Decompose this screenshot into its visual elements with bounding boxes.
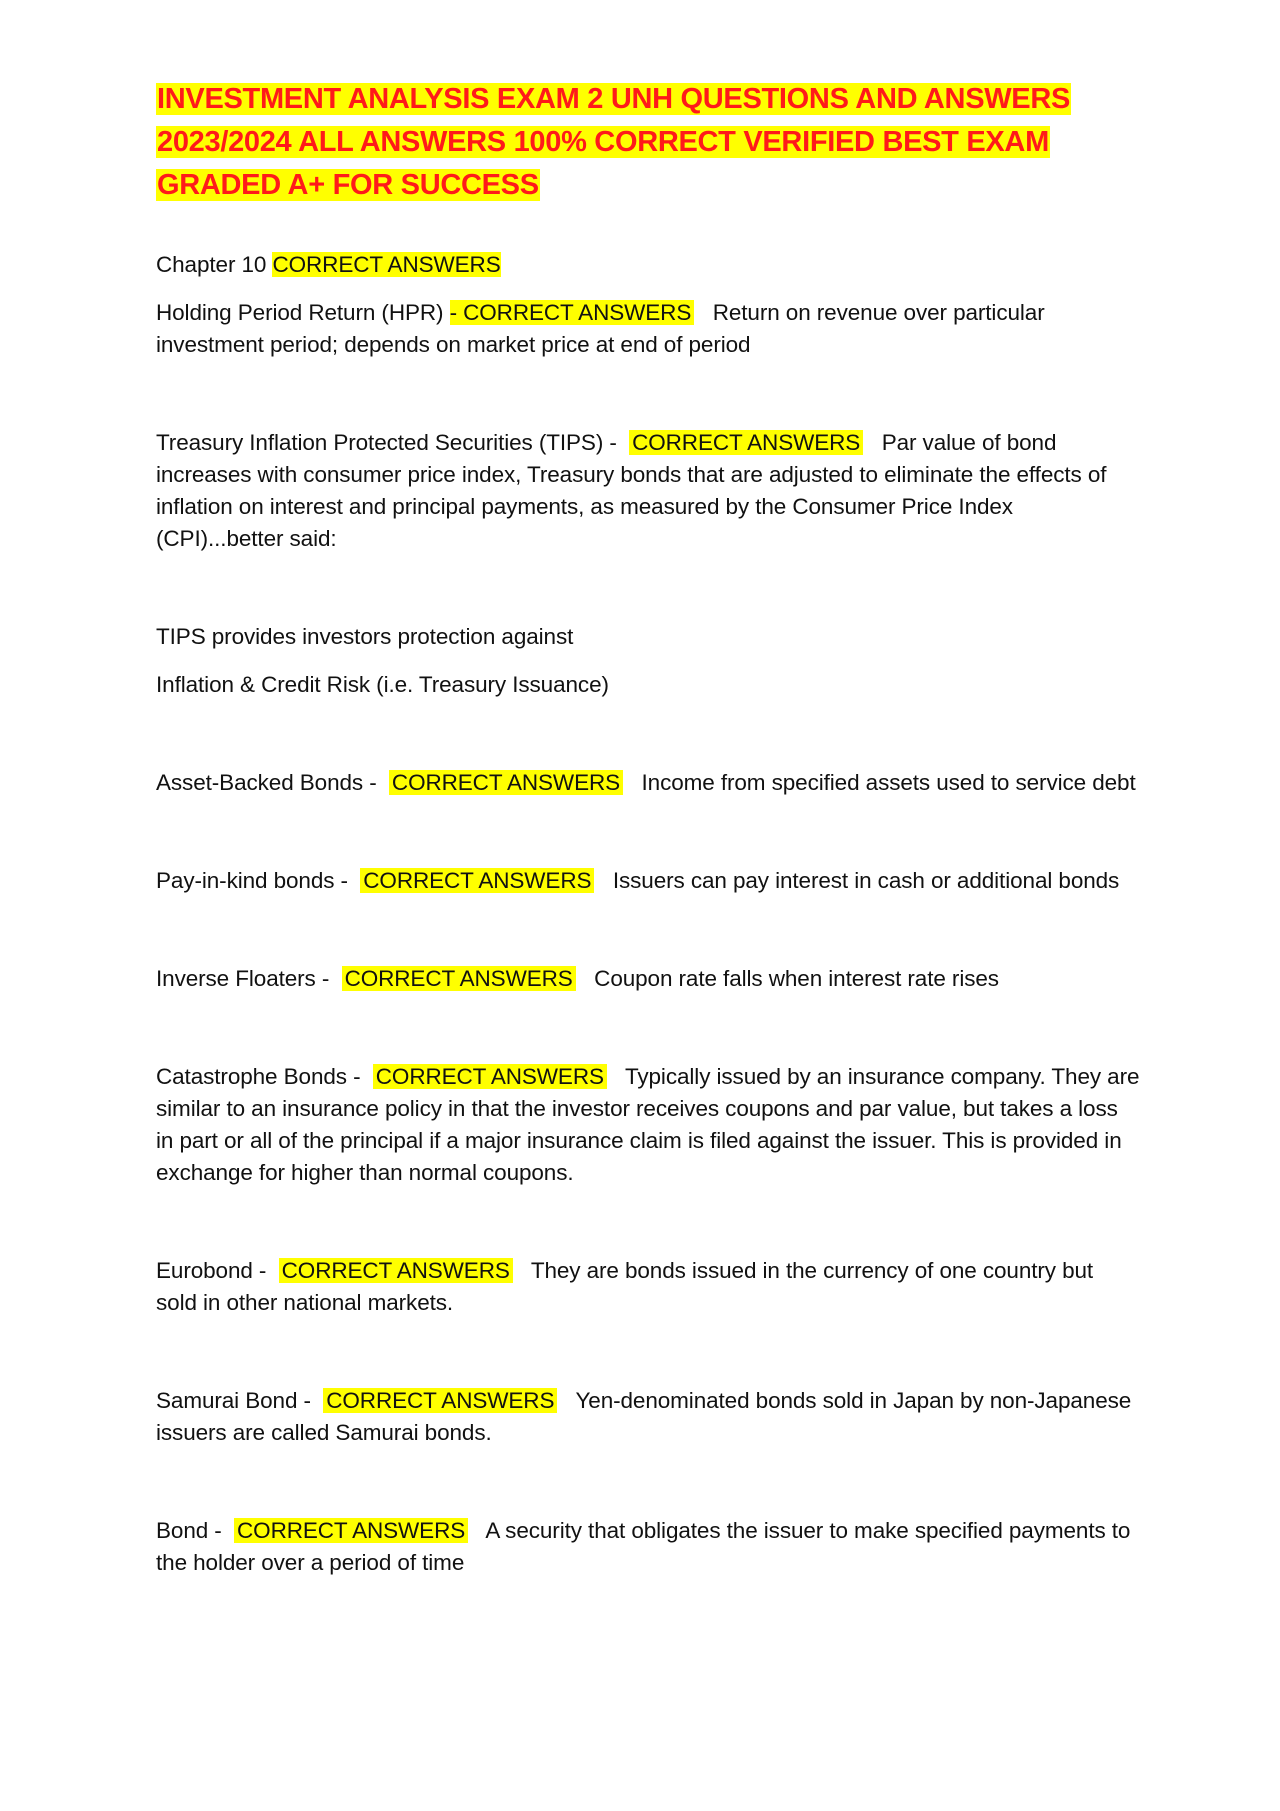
document-page (156, 78, 1140, 1579)
tips-note-1: TIPS provides investors protection against (156, 624, 574, 649)
entry-term: Treasury Inflation Protected Securities (TIPS) - (156, 430, 617, 455)
chapter-label: Chapter 10 (156, 252, 267, 277)
entry-bond (156, 1515, 1140, 1579)
title-text: INVESTMENT ANALYSIS EXAM 2 UNH QUESTIONS AND ANSWERS 2023/2024 ALL ANSWERS 100% CORRECT VERIFIED BEST EXAM GRADED A+ FOR SUCCESS (157, 83, 1071, 201)
entry-term: Holding Period Return (HPR) (156, 300, 444, 325)
entry-definition: Income from specified assets used to service debt (641, 770, 1136, 795)
entry-definition: Par value of bond increases with consumer price index, Treasury bonds that are adjusted to eliminate the effects of inflation on interest and principal payments, as measured by the Consumer Price Index (CPI)...better said: (156, 430, 1107, 551)
entry-tips (156, 427, 1140, 555)
tips-note-2: Inflation & Credit Risk (i.e. Treasury Issuance) (156, 672, 609, 697)
entry-term: Eurobond - (156, 1258, 267, 1283)
chapter-tag: CORRECT ANSWERS (272, 252, 501, 277)
document-title (156, 78, 1140, 207)
entry-samurai (156, 1385, 1140, 1449)
entry-tag: - CORRECT ANSWERS (450, 300, 695, 325)
entry-definition: Yen-denominated bonds sold in Japan by non-Japanese issuers are called Samurai bonds. (156, 1388, 1132, 1445)
entry-definition: Issuers can pay interest in cash or additional bonds (612, 868, 1120, 893)
entry-pay-in-kind (156, 865, 1140, 897)
entry-inverse-floaters (156, 963, 1140, 995)
entry-catastrophe (156, 1061, 1140, 1189)
entry-tag: CORRECT ANSWERS (629, 430, 863, 455)
entry-term: Inverse Floaters - (156, 966, 330, 991)
entry-tag: CORRECT ANSWERS (360, 868, 594, 893)
entry-definition: They are bonds issued in the currency of one country but sold in other national markets. (156, 1258, 1094, 1315)
entry-tag: CORRECT ANSWERS (323, 1388, 557, 1413)
entry-definition: Typically issued by an insurance company. They are similar to an insurance policy in that the investor receives coupons and par value, but takes a loss in part or all of the principal if a major insurance claim is filed against the issuer. This is provided in exchange for higher than normal coupons. (156, 1064, 1140, 1185)
entry-term: Catastrophe Bonds - (156, 1064, 361, 1089)
entry-tag: CORRECT ANSWERS (342, 966, 576, 991)
entry-tag: CORRECT ANSWERS (389, 770, 623, 795)
entry-definition: Coupon rate falls when interest rate rises (594, 966, 999, 991)
entry-term: Asset-Backed Bonds - (156, 770, 377, 795)
entry-eurobond (156, 1255, 1140, 1319)
entry-tag: CORRECT ANSWERS (279, 1258, 513, 1283)
entry-tag: CORRECT ANSWERS (373, 1064, 607, 1089)
entry-definition: Return on revenue over particular investment period; depends on market price at end of period (156, 300, 1045, 357)
entry-term: Samurai Bond - (156, 1388, 311, 1413)
entry-term: Bond - (156, 1518, 222, 1543)
entry-hpr (156, 297, 1140, 361)
entry-tag: CORRECT ANSWERS (234, 1518, 468, 1543)
entry-asset-backed (156, 767, 1140, 799)
chapter-heading (156, 249, 1140, 281)
entry-definition: A security that obligates the issuer to make specified payments to the holder over a period of time (156, 1518, 1131, 1575)
entry-term: Pay-in-kind bonds - (156, 868, 348, 893)
